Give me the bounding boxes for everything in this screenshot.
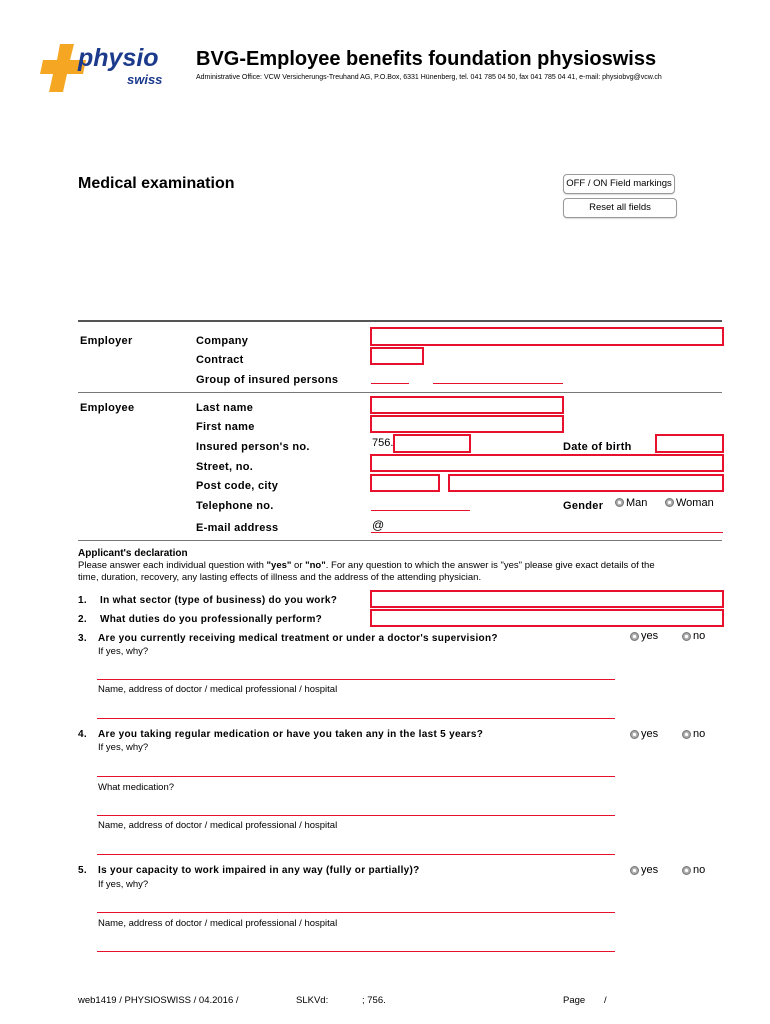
logo-text-physio: physio bbox=[78, 44, 159, 72]
declaration-yes: "yes" bbox=[266, 560, 292, 571]
q5-text: Is your capacity to work impaired in any way (fully or partially)? bbox=[98, 865, 420, 876]
declaration-text-1a: Please answer each individual question with bbox=[78, 560, 267, 571]
company-field[interactable] bbox=[370, 327, 724, 346]
q4-doctor-label: Name, address of doctor / medical professional / hospital bbox=[98, 820, 338, 831]
form-title: Medical examination bbox=[78, 175, 235, 192]
declaration-text-1b: . For any question to which the answer is "yes" please give exact details of the bbox=[325, 560, 655, 571]
logo-text-swiss: swiss bbox=[127, 72, 163, 87]
declaration-text-2: time, duration, recovery, any lasting effects of illness and the address of the attending physician. bbox=[78, 572, 482, 583]
q3-doctor-label: Name, address of doctor / medical professional / hospital bbox=[98, 684, 338, 695]
gender-woman-label: Woman bbox=[676, 497, 714, 509]
q5-doctor-field[interactable] bbox=[97, 951, 615, 952]
group-field-1[interactable] bbox=[371, 383, 409, 384]
city-field[interactable] bbox=[448, 474, 724, 492]
divider-top bbox=[78, 320, 722, 322]
gender-label: Gender bbox=[563, 500, 604, 512]
q3-no-label: no bbox=[693, 630, 706, 642]
q5-doctor-label: Name, address of doctor / medical professional / hospital bbox=[98, 918, 338, 929]
last-name-field[interactable] bbox=[370, 396, 564, 414]
q3-number: 3. bbox=[78, 633, 87, 644]
q1-number: 1. bbox=[78, 595, 87, 606]
gender-man-label: Man bbox=[626, 497, 648, 509]
insured-no-field[interactable] bbox=[393, 434, 471, 453]
q2-number: 2. bbox=[78, 614, 87, 625]
reset-fields-button[interactable]: Reset all fields bbox=[563, 198, 677, 218]
employee-section-label: Employee bbox=[80, 402, 135, 414]
q3-yes-radio[interactable] bbox=[630, 632, 639, 641]
q5-number: 5. bbox=[78, 865, 87, 876]
contract-label: Contract bbox=[196, 354, 244, 366]
q4-medication-field[interactable] bbox=[97, 815, 615, 816]
logo bbox=[40, 42, 175, 94]
declaration-text-1 bbox=[78, 560, 655, 571]
insured-no-prefix: 756. bbox=[372, 437, 394, 449]
q4-yes-radio[interactable] bbox=[630, 730, 639, 739]
declaration-heading: Applicant's declaration bbox=[78, 548, 188, 559]
gender-woman-radio[interactable] bbox=[665, 498, 674, 507]
street-label: Street, no. bbox=[196, 461, 254, 473]
q3-yes-label: yes bbox=[641, 630, 659, 642]
q4-doctor-field[interactable] bbox=[97, 854, 615, 855]
declaration-or: or bbox=[291, 560, 306, 571]
postcode-label: Post code, city bbox=[196, 480, 279, 492]
q4-why-field[interactable] bbox=[97, 776, 615, 777]
dob-label: Date of birth bbox=[563, 441, 632, 453]
q3-why-label: If yes, why? bbox=[98, 646, 149, 657]
q4-number: 4. bbox=[78, 729, 87, 740]
email-label: E-mail address bbox=[196, 522, 279, 534]
first-name-label: First name bbox=[196, 421, 255, 433]
telephone-label: Telephone no. bbox=[196, 500, 274, 512]
q5-no-label: no bbox=[693, 864, 706, 876]
email-at-sign: @ bbox=[372, 518, 385, 532]
q3-text: Are you currently receiving medical treatment or under a doctor's supervision? bbox=[98, 633, 498, 644]
q4-text: Are you taking regular medication or have you taken any in the last 5 years? bbox=[98, 729, 484, 740]
telephone-field[interactable] bbox=[371, 510, 470, 511]
q1-field[interactable] bbox=[370, 590, 724, 608]
declaration-no: "no" bbox=[305, 560, 326, 571]
q5-no-radio[interactable] bbox=[682, 866, 691, 875]
q3-why-field[interactable] bbox=[97, 679, 615, 680]
company-label: Company bbox=[196, 335, 249, 347]
q1-text: In what sector (type of business) do you work? bbox=[100, 595, 338, 606]
q4-no-label: no bbox=[693, 728, 706, 740]
first-name-field[interactable] bbox=[370, 415, 564, 433]
footer-page-label: Page bbox=[563, 995, 586, 1006]
q3-no-radio[interactable] bbox=[682, 632, 691, 641]
q4-why-label: If yes, why? bbox=[98, 742, 149, 753]
field-markings-toggle-button[interactable]: OFF / ON Field markings bbox=[563, 174, 675, 194]
q4-medication-label: What medication? bbox=[98, 782, 175, 793]
page-title: BVG-Employee benefits foundation physioswiss bbox=[196, 48, 657, 70]
q5-why-field[interactable] bbox=[97, 912, 615, 913]
q3-doctor-field[interactable] bbox=[97, 718, 615, 719]
contract-field[interactable] bbox=[370, 347, 424, 365]
postcode-field[interactable] bbox=[370, 474, 440, 492]
q5-yes-label: yes bbox=[641, 864, 659, 876]
last-name-label: Last name bbox=[196, 402, 254, 414]
footer-code: web1419 / PHYSIOSWISS / 04.2016 / bbox=[78, 995, 239, 1006]
employee-divider bbox=[78, 540, 722, 541]
q4-no-radio[interactable] bbox=[682, 730, 691, 739]
footer-page-slash: / bbox=[604, 995, 607, 1006]
group-field-2[interactable] bbox=[433, 383, 563, 384]
q2-field[interactable] bbox=[370, 609, 724, 627]
footer-slkvd: SLKVd: bbox=[296, 995, 329, 1006]
employer-divider bbox=[78, 392, 722, 393]
employer-section-label: Employer bbox=[80, 335, 133, 347]
group-label: Group of insured persons bbox=[196, 374, 339, 386]
email-field[interactable] bbox=[371, 532, 723, 533]
gender-man-radio[interactable] bbox=[615, 498, 624, 507]
q5-why-label: If yes, why? bbox=[98, 879, 149, 890]
footer-number: ; 756. bbox=[362, 995, 386, 1006]
q5-yes-radio[interactable] bbox=[630, 866, 639, 875]
dob-field[interactable] bbox=[655, 434, 724, 453]
insured-no-label: Insured person's no. bbox=[196, 441, 310, 453]
street-field[interactable] bbox=[370, 454, 724, 472]
q2-text: What duties do you professionally perform? bbox=[100, 614, 323, 625]
q4-yes-label: yes bbox=[641, 728, 659, 740]
admin-office-info: Administrative Office: VCW Versicherungs-Treuhand AG, P.O.Box, 6331 Hünenberg, tel. 041 785 04 50, fax 041 785 04 41, e-mail: physiobvg@vcw.ch bbox=[196, 74, 662, 81]
